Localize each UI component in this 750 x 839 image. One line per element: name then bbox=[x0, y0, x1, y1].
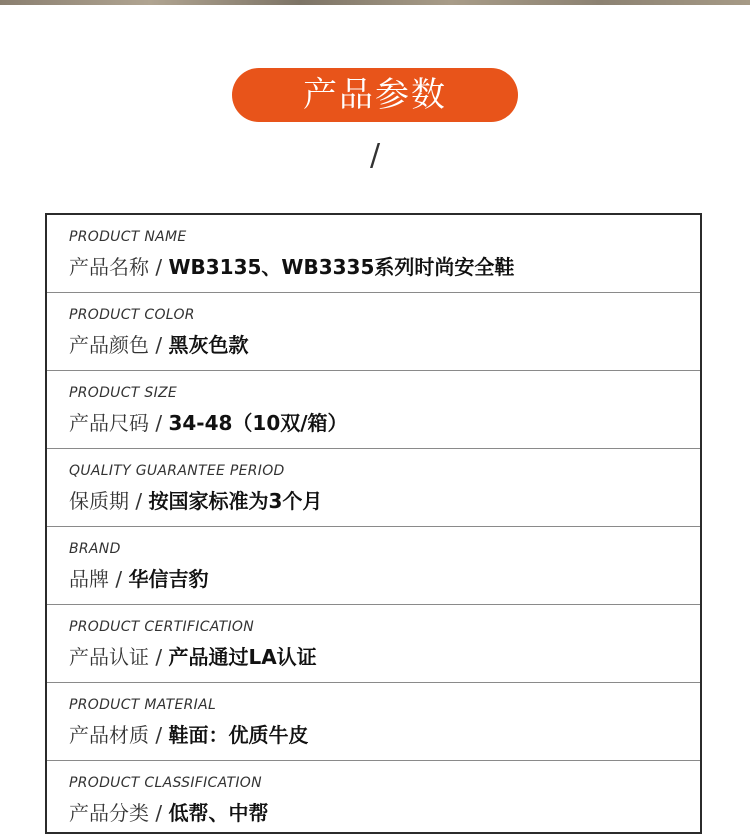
spec-line bbox=[69, 329, 248, 358]
section-title: 产品参数 bbox=[232, 68, 518, 122]
spec-line bbox=[69, 251, 514, 280]
spec-separator: / bbox=[149, 801, 169, 825]
spec-en-label: BRAND bbox=[69, 541, 121, 557]
spec-en-label: PRODUCT CERTIFICATION bbox=[69, 619, 255, 635]
spec-separator: / bbox=[109, 567, 129, 591]
spec-label: 产品尺码 bbox=[69, 411, 149, 435]
spec-row-product-name bbox=[47, 215, 700, 293]
spec-en-label: QUALITY GUARANTEE PERIOD bbox=[69, 463, 285, 479]
spec-row-material bbox=[47, 683, 700, 761]
spec-en-label: PRODUCT COLOR bbox=[69, 307, 195, 323]
spec-separator: / bbox=[149, 255, 169, 279]
spec-table bbox=[45, 213, 702, 834]
divider-slash: / bbox=[369, 138, 381, 173]
spec-value: WB3135、WB3335系列时尚安全鞋 bbox=[168, 255, 515, 279]
spec-row-certification bbox=[47, 605, 700, 683]
spec-line bbox=[69, 563, 208, 592]
spec-value: 黑灰色款 bbox=[168, 333, 249, 357]
spec-value: 鞋面：优质牛皮 bbox=[168, 723, 309, 747]
spec-row-brand bbox=[47, 527, 700, 605]
spec-separator: / bbox=[149, 411, 169, 435]
spec-value: 华信吉豹 bbox=[128, 567, 209, 591]
spec-label: 品牌 bbox=[69, 567, 109, 591]
spec-line bbox=[69, 641, 317, 670]
spec-row-product-color bbox=[47, 293, 700, 371]
spec-label: 产品颜色 bbox=[69, 333, 149, 357]
spec-label: 保质期 bbox=[69, 489, 129, 513]
spec-value: 按国家标准为3个月 bbox=[148, 489, 323, 513]
spec-en-label: PRODUCT SIZE bbox=[69, 385, 178, 401]
spec-value: 低帮、中帮 bbox=[168, 801, 269, 825]
spec-line bbox=[69, 407, 348, 436]
spec-separator: / bbox=[129, 489, 149, 513]
spec-label: 产品认证 bbox=[69, 645, 149, 669]
spec-value: 产品通过LA认证 bbox=[168, 645, 317, 669]
spec-label: 产品名称 bbox=[69, 255, 149, 279]
spec-label: 产品分类 bbox=[69, 801, 149, 825]
spec-separator: / bbox=[149, 723, 169, 747]
spec-row-product-size bbox=[47, 371, 700, 449]
spec-line bbox=[69, 719, 308, 748]
spec-row-classification bbox=[47, 761, 700, 839]
spec-separator: / bbox=[149, 333, 169, 357]
spec-en-label: PRODUCT CLASSIFICATION bbox=[69, 775, 262, 791]
spec-label: 产品材质 bbox=[69, 723, 149, 747]
spec-line bbox=[69, 797, 268, 826]
spec-line bbox=[69, 485, 322, 514]
spec-separator: / bbox=[149, 645, 169, 669]
spec-en-label: PRODUCT MATERIAL bbox=[69, 697, 217, 713]
spec-en-label: PRODUCT NAME bbox=[69, 229, 187, 245]
spec-row-quality-guarantee bbox=[47, 449, 700, 527]
spec-value: 34-48（10双/箱） bbox=[168, 411, 348, 435]
top-image-strip bbox=[0, 0, 750, 5]
